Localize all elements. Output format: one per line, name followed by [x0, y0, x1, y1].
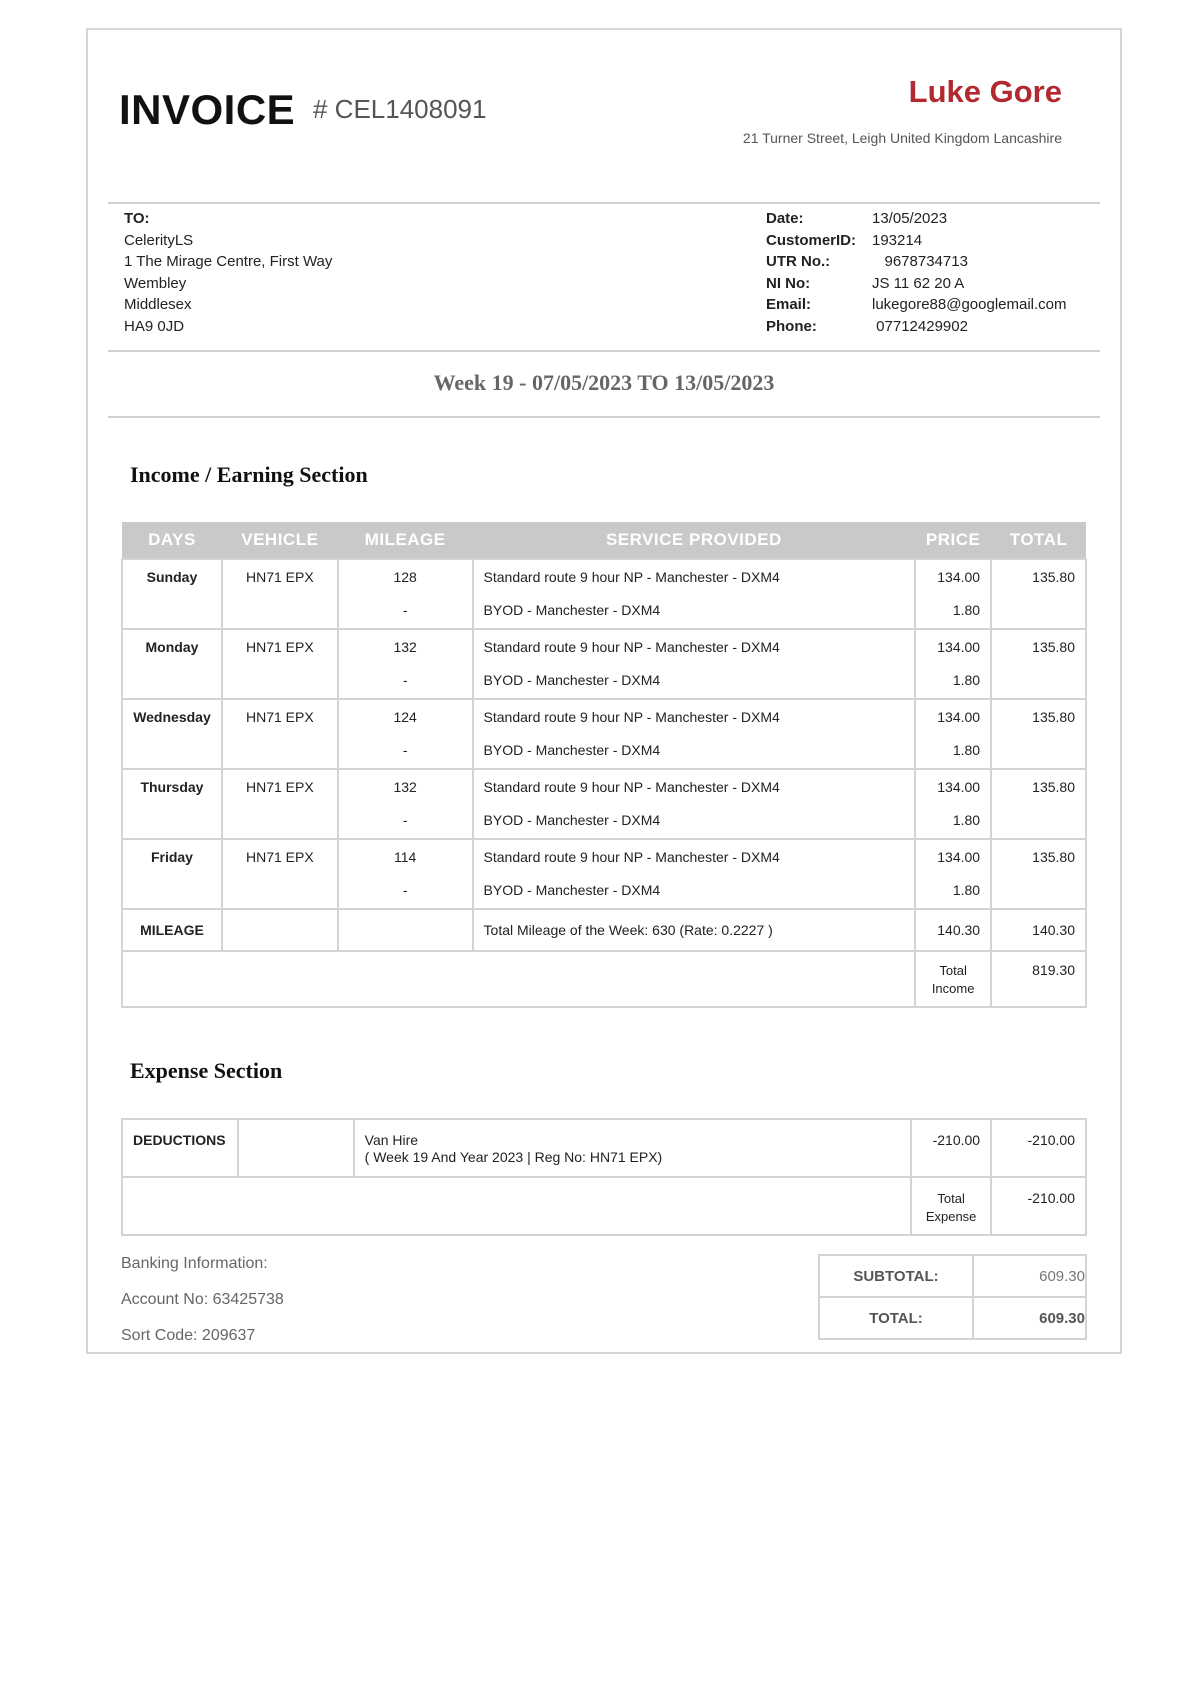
info-value: lukegore88@googlemail.com	[872, 296, 1067, 314]
day-label: Wednesday	[133, 709, 211, 725]
total-income-row	[122, 951, 1086, 1007]
income-section-title: Income / Earning Section	[130, 462, 368, 487]
vehicle-label: HN71 EPX	[245, 639, 314, 655]
deductions-label: DEDUCTIONS	[122, 1119, 238, 1177]
price-cell	[915, 559, 991, 629]
vehicle-label: HN71 EPX	[245, 779, 314, 795]
vehicle-cell	[222, 699, 338, 769]
expense-row	[122, 1119, 1086, 1177]
day-label: Friday	[150, 849, 193, 865]
vehicle-label: HN71 EPX	[245, 569, 314, 585]
empty-cell	[122, 951, 915, 1007]
empty-cell	[338, 909, 473, 951]
info-label: CustomerID:	[766, 231, 857, 249]
day-cell	[122, 699, 222, 769]
invoice-number: # CEL1408091	[313, 94, 487, 124]
divider	[108, 350, 1100, 352]
service-cell	[473, 769, 916, 839]
service-label: Standard route 9 hour NP - Manchester - DXM4	[483, 569, 780, 585]
total-value: 135.80	[1032, 849, 1075, 865]
bill-to-line: Wembley	[124, 274, 187, 292]
total-label: Expense	[925, 1209, 977, 1224]
mileage-summary: Total Mileage of the Week: 630 (Rate: 0.2227 )	[483, 922, 773, 938]
price-cell	[915, 909, 991, 951]
sort-code: Sort Code: 209637	[121, 1327, 256, 1344]
mileage-cell	[338, 559, 473, 629]
day-label: Sunday	[146, 569, 198, 585]
expense-section-title: Expense Section	[130, 1058, 283, 1083]
total-label: Total	[937, 1191, 965, 1206]
mileage-value: 128	[393, 569, 417, 585]
service-label: BYOD - Manchester - DXM4	[483, 882, 661, 898]
week-title: Week 19 - 07/05/2023 TO 13/05/2023	[433, 370, 775, 395]
service-label: BYOD - Manchester - DXM4	[483, 742, 661, 758]
price-value: 134.00	[937, 779, 981, 795]
price-cell	[915, 699, 991, 769]
info-value: JS 11 62 20 A	[872, 274, 965, 292]
totals-table	[818, 1254, 1087, 1340]
total-row	[819, 1297, 1086, 1339]
total-expense-row	[122, 1177, 1086, 1235]
info-row-ni	[766, 273, 1067, 295]
mileage-cell	[338, 839, 473, 909]
price-value: 1.80	[952, 602, 981, 618]
service-cell	[473, 839, 916, 909]
vehicle-label: HN71 EPX	[245, 709, 314, 725]
info-value: 9678734713	[872, 253, 968, 271]
mileage-row	[122, 909, 1086, 951]
table-row	[122, 839, 1086, 909]
bill-to-line: 1 The Mirage Centre, First Way	[124, 253, 333, 270]
total-cell	[991, 769, 1086, 839]
mileage-value: 132	[393, 779, 417, 795]
mileage-row-label	[122, 909, 222, 951]
info-value: 13/05/2023	[872, 210, 948, 227]
total-cell	[991, 629, 1086, 699]
column-header: SERVICE PROVIDED	[473, 522, 916, 559]
info-row-phone	[766, 316, 1067, 338]
invoice-page	[86, 28, 1122, 1354]
mileage-cell	[338, 769, 473, 839]
price-cell	[915, 629, 991, 699]
mileage-value: 114	[393, 849, 417, 865]
bill-to-line: HA9 0JD	[124, 317, 185, 335]
empty-cell	[238, 1119, 354, 1177]
company-name: Luke Gore	[908, 74, 1062, 109]
expense-table	[121, 1118, 1087, 1236]
table-row	[122, 629, 1086, 699]
total-cell	[991, 839, 1086, 909]
service-label: BYOD - Manchester - DXM4	[483, 812, 661, 828]
info-row-date	[766, 208, 1067, 230]
info-label: Date:	[766, 210, 804, 227]
info-label: UTR No.:	[766, 253, 831, 271]
expense-price: -210.00	[911, 1119, 991, 1177]
vehicle-cell	[222, 839, 338, 909]
service-label: BYOD - Manchester - DXM4	[483, 672, 661, 688]
day-label: Thursday	[140, 779, 204, 795]
vehicle-label: HN71 EPX	[245, 849, 314, 865]
table-row	[122, 699, 1086, 769]
bill-to-label: TO:	[124, 210, 150, 227]
total-income-label	[915, 951, 991, 1007]
empty-cell	[222, 909, 338, 951]
info-value: 193214	[872, 231, 923, 249]
mileage-value: -	[402, 882, 408, 898]
column-header: VEHICLE	[222, 522, 338, 559]
mileage-value: -	[402, 812, 408, 828]
expense-desc: ( Week 19 And Year 2023 | Reg No: HN71 EPX)	[364, 1149, 663, 1165]
price-cell	[915, 769, 991, 839]
total-value: 135.80	[1032, 709, 1075, 725]
expense-desc-cell	[354, 1119, 912, 1177]
mileage-value: 132	[393, 639, 417, 655]
mileage-summary-cell	[473, 909, 916, 951]
bill-to-line: CelerityLS	[124, 231, 194, 249]
expense-total: -210.00	[991, 1119, 1086, 1177]
bill-to-line: Middlesex	[124, 296, 192, 313]
banking-info	[121, 1246, 284, 1354]
total-value: 140.30	[1032, 922, 1075, 938]
total-expense-value: -210.00	[991, 1177, 1086, 1235]
service-label: Standard route 9 hour NP - Manchester - DXM4	[483, 639, 780, 655]
price-value: 134.00	[937, 639, 981, 655]
subtotal-value: 609.30	[973, 1255, 1086, 1297]
total-label: TOTAL:	[819, 1297, 973, 1339]
table-row	[122, 559, 1086, 629]
service-cell	[473, 629, 916, 699]
price-value: 134.00	[937, 709, 981, 725]
invoice-title: INVOICE	[119, 86, 296, 133]
column-header: TOTAL	[991, 522, 1086, 559]
total-value: 135.80	[1032, 569, 1075, 585]
vehicle-cell	[222, 769, 338, 839]
total-label: Total	[939, 963, 967, 978]
invoice-info-block	[766, 208, 1067, 338]
day-label: Monday	[145, 639, 199, 655]
info-label: Phone:	[766, 317, 817, 335]
vehicle-cell	[222, 629, 338, 699]
info-value: 07712429902	[872, 317, 968, 335]
column-header: MILEAGE	[338, 522, 473, 559]
divider	[108, 416, 1100, 418]
day-cell	[122, 839, 222, 909]
day-cell	[122, 769, 222, 839]
total-value: 609.30	[973, 1297, 1086, 1339]
price-value: 1.80	[952, 672, 981, 688]
banking-title: Banking Information:	[121, 1255, 268, 1272]
vehicle-cell	[222, 559, 338, 629]
price-value: 1.80	[952, 812, 981, 828]
mileage-value: -	[402, 672, 408, 688]
info-row-customer-id	[766, 230, 1067, 252]
mileage-value: -	[402, 742, 408, 758]
divider	[108, 202, 1100, 204]
total-cell	[991, 559, 1086, 629]
column-header: DAYS	[122, 522, 222, 559]
company-address: 21 Turner Street, Leigh United Kingdom Lancashire	[742, 130, 1062, 146]
mileage-cell	[338, 699, 473, 769]
mileage-label: MILEAGE	[140, 922, 204, 938]
day-cell	[122, 629, 222, 699]
service-label: BYOD - Manchester - DXM4	[483, 602, 661, 618]
subtotal-label: SUBTOTAL:	[819, 1255, 973, 1297]
mileage-value: -	[402, 602, 408, 618]
price-cell	[915, 839, 991, 909]
price-value: 134.00	[937, 849, 981, 865]
account-number: Account No: 63425738	[121, 1291, 284, 1308]
service-cell	[473, 559, 916, 629]
day-cell	[122, 559, 222, 629]
service-label: Standard route 9 hour NP - Manchester - DXM4	[483, 849, 780, 865]
total-expense-label	[911, 1177, 991, 1235]
mileage-cell	[338, 629, 473, 699]
total-cell	[991, 909, 1086, 951]
service-label: Standard route 9 hour NP - Manchester - DXM4	[483, 779, 780, 795]
info-row-utr	[766, 251, 1067, 273]
total-income-value: 819.30	[991, 951, 1086, 1007]
subtotal-row	[819, 1255, 1086, 1297]
empty-cell	[122, 1177, 911, 1235]
income-table	[121, 522, 1087, 1008]
table-header-row	[122, 522, 1086, 559]
price-value: 1.80	[952, 742, 981, 758]
mileage-value: 124	[393, 709, 417, 725]
total-label: Income	[931, 981, 975, 996]
total-value: 135.80	[1032, 639, 1075, 655]
price-value: 1.80	[952, 882, 981, 898]
info-row-email	[766, 294, 1067, 316]
total-cell	[991, 699, 1086, 769]
price-value: 140.30	[937, 922, 981, 938]
column-header: PRICE	[915, 522, 991, 559]
info-label: Email:	[766, 296, 812, 314]
service-cell	[473, 699, 916, 769]
expense-desc: Van Hire	[364, 1132, 419, 1148]
bill-to-block	[124, 208, 332, 337]
total-value: 135.80	[1032, 779, 1075, 795]
info-label: NI No:	[766, 274, 811, 292]
price-value: 134.00	[937, 569, 981, 585]
table-row	[122, 769, 1086, 839]
service-label: Standard route 9 hour NP - Manchester - DXM4	[483, 709, 780, 725]
